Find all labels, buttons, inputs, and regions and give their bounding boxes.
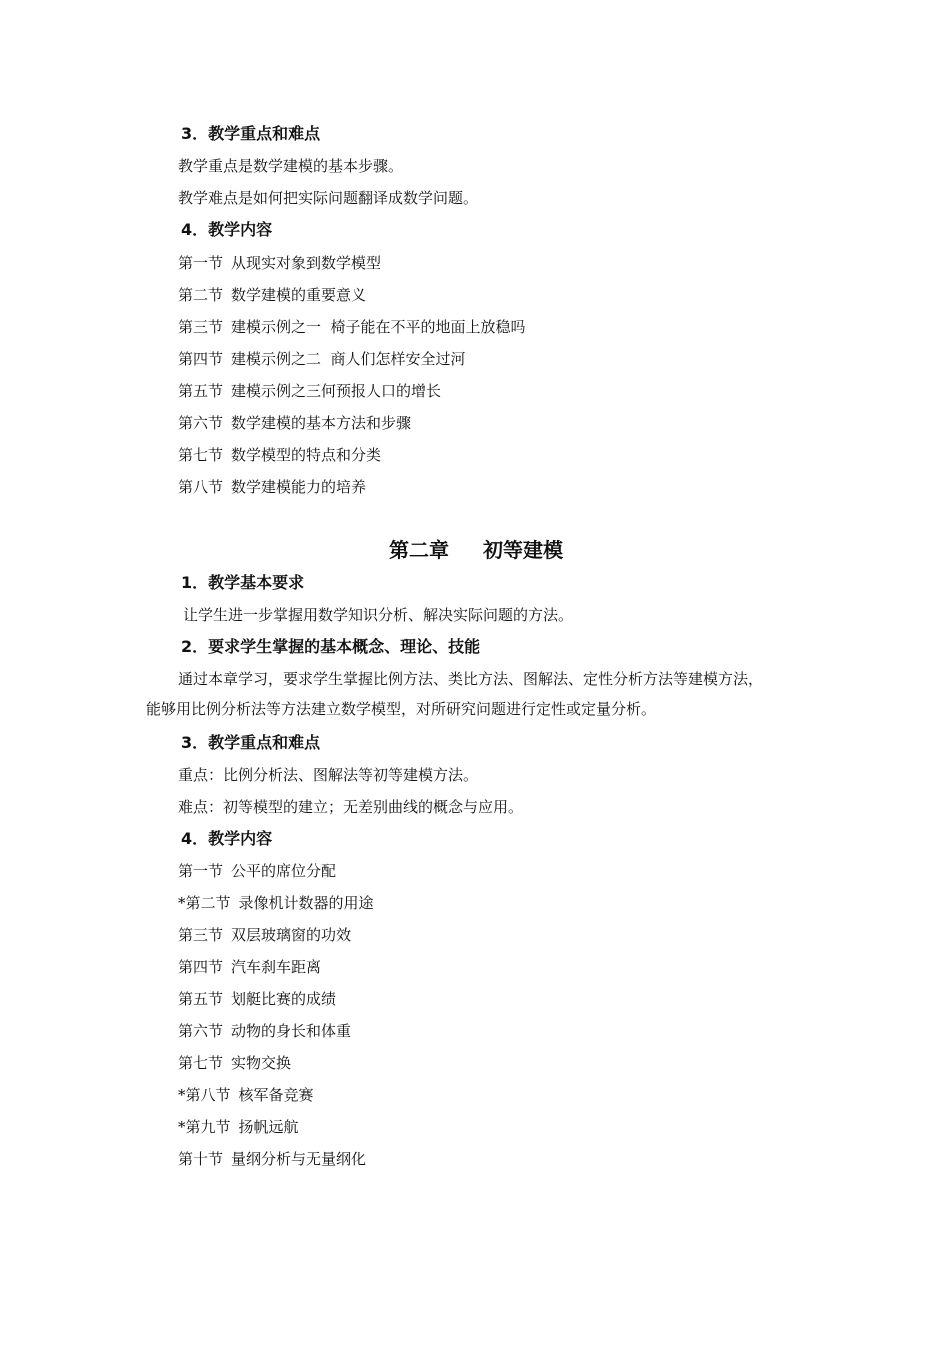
item-number: 第三节 [178,926,224,944]
heading-teaching-content: 4．教学内容 [181,829,273,848]
list-item [178,285,366,305]
item-number: 第二节 [178,286,224,304]
item-number: 第四节 [178,350,224,368]
list-item [178,381,441,401]
list-item [178,989,336,1009]
item-title: 数学建模的基本方法和步骤 [231,414,412,432]
item-number: *第二节 [178,894,231,912]
list-item [178,317,526,337]
list-item [178,1021,351,1041]
key-point-text: 重点：比例分析法、图解法等初等建模方法。 [178,766,479,784]
item-number: 第十节 [178,1150,224,1168]
list-item [178,1149,366,1169]
heading-teaching-content: 4．教学内容 [181,220,273,239]
list-item [178,1085,314,1105]
item-title: 建模示例之二 商人们怎样安全过河 [231,350,466,368]
difficult-point-text: 难点：初等模型的建立；无差别曲线的概念与应用。 [178,798,524,816]
item-number: 第七节 [178,446,224,464]
item-title: 扬帆远航 [238,1118,299,1136]
chapter-number: 第二章 [389,538,449,562]
item-number: *第八节 [178,1086,231,1104]
list-item [178,957,321,977]
item-title: 双层玻璃窗的功效 [231,926,352,944]
list-item [178,861,336,881]
item-title: 汽车刹车距离 [231,958,322,976]
item-number: 第五节 [178,382,224,400]
item-title: 公平的席位分配 [231,862,337,880]
item-title: 数学模型的特点和分类 [231,446,382,464]
requirement-text: 让学生进一步掌握用数学知识分析、解决实际问题的方法。 [183,606,574,624]
item-number: *第九节 [178,1118,231,1136]
paragraph-line: 通过本章学习，要求学生掌握比例方法、类比方法、图解法、定性分析方法等建模方法， [178,670,764,688]
list-item [178,413,411,433]
item-number: 第六节 [178,1022,224,1040]
item-title: 动物的身长和体重 [231,1022,352,1040]
item-number: 第六节 [178,414,224,432]
item-title: 核军备竞赛 [238,1086,314,1104]
list-item [178,445,381,465]
difficult-point-text: 教学难点是如何把实际问题翻译成数学问题。 [178,189,479,207]
heading-basic-requirements: 1．教学基本要求 [181,573,305,592]
list-item [178,253,381,273]
item-title: 划艇比赛的成绩 [231,990,337,1008]
item-number: 第一节 [178,254,224,272]
item-title: 量纲分析与无量纲化 [231,1150,367,1168]
item-title: 实物交换 [231,1054,292,1072]
item-title: 数学建模的重要意义 [231,286,367,304]
heading-concepts-skills: 2．要求学生掌握的基本概念、理论、技能 [181,637,481,656]
heading-key-difficult-points: 3．教学重点和难点 [181,124,321,143]
item-title: 从现实对象到数学模型 [231,254,382,272]
list-item [178,925,351,945]
item-number: 第七节 [178,1054,224,1072]
item-number: 第一节 [178,862,224,880]
heading-key-difficult-points: 3．教学重点和难点 [181,733,321,752]
item-number: 第八节 [178,478,224,496]
item-number: 第四节 [178,958,224,976]
item-title: 数学建模能力的培养 [231,478,367,496]
item-number: 第三节 [178,318,224,336]
item-title: 建模示例之一 椅子能在不平的地面上放稳吗 [231,318,526,336]
chapter-name: 初等建模 [483,538,563,562]
chapter-title [0,537,952,563]
concepts-paragraph [146,664,826,724]
list-item [178,349,466,369]
paragraph-line: 能够用比例分析法等方法建立数学模型，对所研究问题进行定性或定量分析。 [146,700,657,718]
item-title: 录像机计数器的用途 [238,894,374,912]
item-number: 第五节 [178,990,224,1008]
list-item [178,477,366,497]
list-item [178,1117,299,1137]
list-item [178,893,374,913]
list-item [178,1053,291,1073]
item-title: 建模示例之三何预报人口的增长 [231,382,442,400]
key-point-text: 教学重点是数学建模的基本步骤。 [178,157,404,175]
